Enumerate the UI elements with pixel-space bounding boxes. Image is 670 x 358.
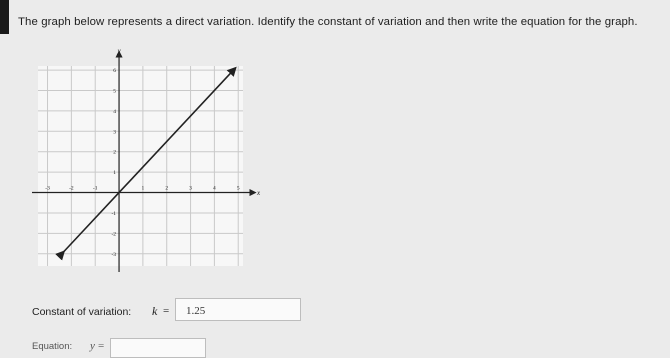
x-tick-label: -3	[45, 185, 50, 192]
equation-variable: y	[90, 340, 95, 352]
equation-answer-input[interactable]	[110, 338, 206, 358]
equation-equals-sign: =	[98, 340, 105, 352]
y-tick-label: 4	[113, 108, 117, 115]
y-tick-label: 2	[113, 149, 117, 156]
constant-answer-input[interactable]: 1.25	[175, 298, 301, 321]
constant-variable: k	[152, 304, 158, 318]
x-axis-label: x	[257, 189, 261, 198]
constant-label: Constant of variation:	[32, 306, 132, 318]
equation-label: Equation:	[32, 341, 73, 352]
y-tick-label: -3	[111, 251, 117, 258]
y-tick-label: 1	[113, 170, 117, 177]
constant-equals-sign: =	[163, 305, 170, 317]
graph-plot-area	[38, 66, 243, 266]
y-tick-label: -2	[111, 231, 117, 238]
x-tick-label: 2	[165, 185, 169, 192]
y-tick-label: 5	[113, 88, 117, 95]
y-tick-label: 6	[113, 68, 117, 75]
y-tick-label: -1	[111, 210, 117, 217]
x-tick-label: -1	[92, 185, 98, 192]
x-tick-label: 1	[141, 185, 145, 192]
question-marker-bar	[0, 0, 9, 34]
direct-variation-graph	[30, 48, 262, 276]
y-axis-label: y	[117, 48, 121, 55]
x-tick-label: 5	[236, 185, 240, 192]
x-tick-label: -2	[69, 185, 74, 192]
x-tick-label: 3	[189, 185, 192, 192]
question-text: The graph below represents a direct variation. Identify the constant of variation and then write the equation for the graph.	[18, 16, 638, 28]
y-tick-label: 3	[113, 129, 117, 136]
x-tick-label: 4	[213, 185, 216, 192]
